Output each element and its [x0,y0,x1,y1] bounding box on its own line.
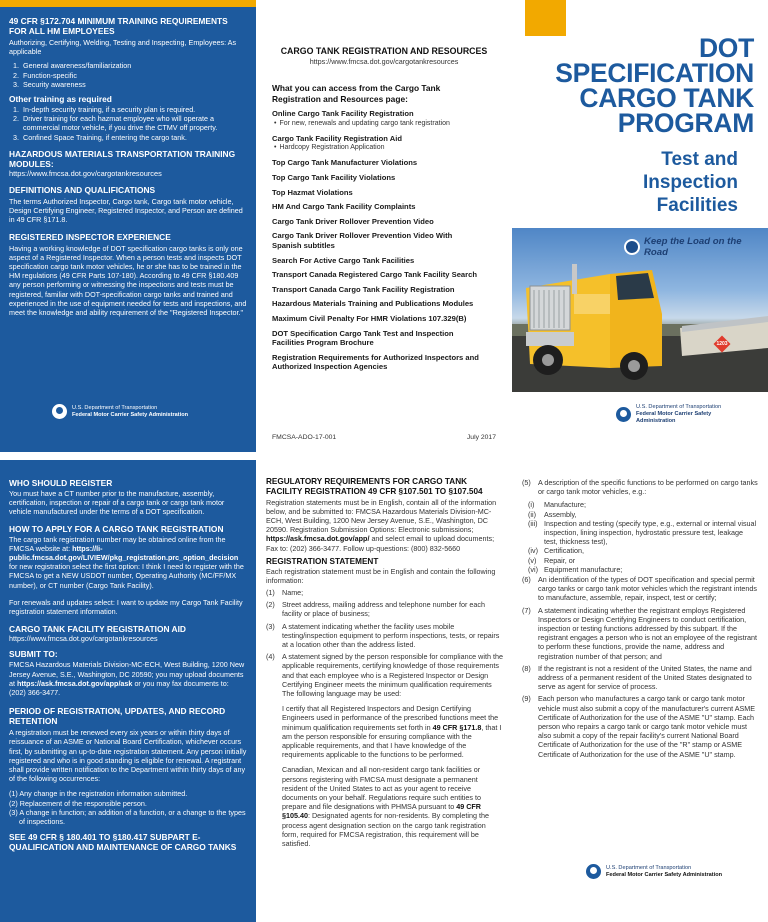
list-item: 3. Security awareness [21,80,247,89]
registered-inspector-heading: REGISTERED INSPECTOR EXPERIENCE [9,231,171,242]
resource-link[interactable]: Registration Requirements for Authorized Inspectors and Authorized Inspection Agencies [272,352,479,372]
regulatory-requirements-text [266,498,504,553]
list-item: (3) A statement indicating whether the facility uses mobile testing/inspection equipment to perform inspections, tests, or repairs at a location other than the address listed. [266,621,500,650]
resource-link[interactable]: Transport Canada Cargo Tank Facility Registration [272,284,455,294]
resource-link[interactable]: Transport Canada Registered Cargo Tank Facility Search [272,270,477,280]
logo-line-2: Federal Motor Carrier Safety Administration [606,871,723,878]
resource-link[interactable]: Hazardous Materials Training and Publications Modules [272,299,474,309]
how-to-apply-heading: HOW TO APPLY FOR A CARGO TANK REGISTRATION [9,523,224,534]
hm-training-modules-link[interactable]: https://www.fmcsa.dot.gov/cargotankresources [9,168,162,178]
period-of-registration-heading: PERIOD OF REGISTRATION, UPDATES, AND RECORD RETENTION [9,706,226,727]
list-item: (2) Street address, mailing address and telephone number for each facility or place of business; [266,600,485,619]
panel-separator [0,452,768,460]
cover-title-line-2: SPECIFICATION [555,58,754,88]
resource-link[interactable]: HM And Cargo Tank Facility Complaints [272,202,416,212]
resource-link[interactable]: Top Cargo Tank Facility Violations [272,172,396,182]
document-number: FMCSA-ADO-17-001 [272,434,337,441]
renewal-instructions-text: For renewals and updates select: I want to update my Cargo Tank Facility registration statement information. [9,597,243,617]
resource-link[interactable]: DOT Specification Cargo Tank Test and Inspection Facilities Program Brochure [272,328,454,348]
resource-link[interactable]: Cargo Tank Driver Rollover Prevention Video With Spanish subtitles [272,231,453,250]
dot-fmcsa-logo [586,864,722,879]
function-types-list [522,500,758,574]
upload-link[interactable]: https://ask.fmcsa.dot.gov/app/ask [17,678,133,688]
other-training-list [9,105,247,142]
dot-emblem-icon [52,404,67,419]
list-item: 2. Function-specific [21,71,247,80]
keep-load-logo-icon [624,239,640,255]
registration-statement-intro: Each registration statement must be in English and contain the following information: [266,566,496,585]
keep-load-banner [624,236,768,258]
logo-line-1: U.S. Department of Transportation [606,864,692,871]
cover-subtitle [643,148,738,217]
hm-training-modules-heading: HAZARDOUS MATERIALS TRANSPORTATION TRAINING MODULES: [9,148,236,169]
list-item: 1. In-depth security training, if a security plan is required. [21,105,247,114]
cover-title-line-3: CARGO TANK [579,83,754,113]
list-item: (iii) Inspection and testing (specify type, e.g., external or internal visual inspection, lining inspection, hydrostatic pressure test, leakage test, thickness test), [528,518,757,547]
definitions-heading: DEFINITIONS AND QUALIFICATIONS [9,185,156,196]
training-list [9,61,247,89]
logo-line-2: Federal Motor Carrier Safety Administration [72,411,189,418]
list-item: (iv) Certification, [528,546,584,556]
submit-fax: or you may fax documents to: (202) 366-3477. [9,678,229,698]
list-item: (ii) Assembly, [528,509,577,519]
top-left-panel [0,0,256,452]
statement-requirements-list-continued [522,575,758,759]
submission-address: Registration statements must be in English, contain all of the information below, and be submitted to: FMCSA Hazardous Materials Division-MC-ECH, West Building, 1200 New Jersey Avenue, S.E., Washington, DC 20590. Registration Submission Options: Electronic submissions; [266,497,497,535]
how-to-apply-intro: The cargo tank registration number may be obtained online from the FMCSA website at: [9,534,226,553]
cover-subtitle-line-3: Facilities [656,195,738,216]
top-middle-panel [256,0,512,452]
resource-link[interactable]: Cargo Tank Facility Registration Aid [272,133,402,143]
list-item: (9) Each person who manufactures a cargo tank or cargo tank motor vehicle must also submit a copy of the manufacturer's current ASME Certificate of Authorization for the use of the ASME "U" stamp. Each person who repairs a cargo tank or cargo tank motor vehicle must also submit a copy of the repair facility's current National Board Certificate of Authorization for the use of the "R" stamp or ASME Certificate of Authorization for the use of the ASME "U" stamp. [522,694,756,759]
resource-link-list [272,109,496,372]
cover-title-line-4: PROGRAM [617,108,754,138]
list-item: 3. Confined Space Training, if entering the cargo tank. [21,133,247,142]
resource-link[interactable]: Top Cargo Tank Manufacturer Violations [272,158,418,168]
publication-date: July 2017 [466,434,496,441]
list-item: 2. Driver training for each hazmat employee who will operate a commercial motor vehicle, if you drive the CTMV off property. [21,114,247,132]
list-item: (i) Manufacture; [528,500,586,510]
bottom-left-panel [0,460,256,922]
who-should-register-text: You must have a CT number prior to the manufacture, assembly, certification, inspection or repair of a cargo tank or cargo tank motor vehicle manufactured under the terms of a DOT specification. [9,489,225,517]
registration-statement-heading: REGISTRATION STATEMENT [266,556,379,566]
cover-subtitle-line-1: Test and [661,149,738,170]
electronic-submission-link[interactable]: https://ask.fmcsa.dot.gov/app/ [266,534,370,544]
logo-line-1: U.S. Department of Transportation [72,404,158,411]
list-item: (8) If the registrant is not a resident of the United States, the name and address of a permanent resident of the United States designated to serve as agent for service of process. [522,663,752,692]
other-training-heading: Other training as required [9,94,112,105]
cover-subtitle-line-2: Inspection [642,172,738,193]
certification-statement: I certify that all Registered Inspectors and Design Certifying Engineers used in performance of the prescribed functions meet the minimum qualification requirements set forth in 49 CFR §171.8, that I am the person responsible for ensuring compliance with the applicable requirements, and that I have knowledge of the requirements applicable to the functions to be performed. [282,704,502,760]
how-to-apply-new-option: for new registration select the first option: I think I need to register with the FMCSA to get a NEW USDOT number, Operating Authority (MC/FF/MX number), or CT number (Cargo Tank Facility). [9,562,244,590]
resources-title: CARGO TANK REGISTRATION AND RESOURCES [280,46,488,56]
list-item: (1) Any change in the registration information submitted. [9,789,188,799]
bottom-middle-panel [256,460,512,922]
resource-link-note: • Hardcopy Registration Application [272,143,496,152]
list-item: 1. General awareness/familiarization [21,61,247,70]
non-resident-agent-text: Canadian, Mexican and all non-resident cargo tank facilities or persons registering with FMCSA must designate a permanent resident of the United States to act as your agent to receive documents on your behalf. Regulations require such entities to prepare and file designations with PHMSA pursuant to 49 CFR §105.40: Designated agents for non-residents. By completing the process agent designation section on the cargo tank registration form, required for FMCSA registration, this requirement will be satisfied. [282,765,489,849]
list-item: (6) An identification of the types of DOT specification and special permit cargo tanks or cargo tank motor vehicles which the registrant intends to manufacture, assemble, repair, inspect, test or certify; [522,575,757,603]
who-should-register-heading: WHO SHOULD REGISTER [9,478,113,488]
resource-link[interactable]: Top Hazmat Violations [272,187,353,197]
resource-link-note: • For new, renewals and updating cargo tank registration [272,119,496,128]
submit-to-heading: SUBMIT TO: [9,649,58,660]
occurrences-list [9,789,247,826]
hazard-placard-number: 1203 [716,341,728,347]
list-item: (5) A description of the specific functions to be performed on cargo tanks or cargo tank motor vehicles, e.g.: [522,478,758,497]
list-item: (vi) Equipment manufacture; [528,564,623,574]
cover-title [555,33,754,138]
top-left-yellow-bar [0,0,256,7]
keep-load-slogan: Keep the Load on the Road [643,236,742,258]
dot-fmcsa-logo [52,404,188,419]
resource-link[interactable]: Cargo Tank Driver Rollover Prevention Video [272,216,434,226]
logo-line-1: U.S. Department of Transportation [636,404,722,410]
list-item: (3) A change in function; an addition of a function, or a change to the types of inspections. [9,807,246,827]
definitions-text: The terms Authorized Inspector, Cargo tank, Cargo tank motor vehicle, Design Certifying Engineer, Registered Inspector, and Person are defined in 49 CFR §171.8. [9,197,243,225]
list-item: (7) A statement indicating whether the registrant employs Registered Inspectors or Design Certifying Engineers to conduct certification, inspection or testing functions addressed by this subpart. If the registrant engages a person who is not an employee of the registrant to perform these functions, provide the name, address and registration number of that person; and [522,605,757,661]
cover-title-line-1: DOT [698,33,754,63]
training-applicability-text: Authorizing, Certifying, Welding, Testing and Inspecting, Employees: As applicable [9,38,237,57]
registered-inspector-text: Having a working knowledge of DOT specification cargo tanks is only one aspect of a Registered Inspector. When a person tests and inspects DOT specification cargo tank motor vehicles, he or she has to be trained in the HM regulations (49 CFR Parts 107-180). According to 49 CFR §180.409 any person performing or witnessing the inspections and tests must be registered, familiar with DOT-specification cargo tanks and trained and experienced in the use of equipment needed for tests and inspections, and meet the knowledge and ability requirement of the "Registered Inspector." [9,243,247,318]
submit-address: FMCSA Hazardous Materials Division-MC-ECH, West Building, 1200 New Jersey Avenue, S.E., Washington, DC 20590; you may upload documents at [9,660,245,688]
list-item: (2) Replacement of the responsible person. [9,798,147,808]
period-of-registration-text: A registration must be renewed every six years or within thirty days of reissuance of an ASME or National Board Certification, whichever occurs first, by submitting an up-to-date registration statement. Any person initially registered and who is in good standing is eligible for renewal. A registrant shall provide written notification to the Department within thirty days of any of the following occurrences: [9,728,247,784]
bottom-right-panel [512,460,768,922]
resource-link[interactable]: Search For Active Cargo Tank Facilities [272,255,415,265]
submit-to-text [9,660,247,697]
resource-link[interactable]: Online Cargo Tank Facility Registration [272,109,414,119]
registration-aid-heading: CARGO TANK FACILITY REGISTRATION AID [9,624,186,635]
list-item: (v) Repair, or [528,555,576,565]
fax-and-phone: and select email to upload documents; Fax to: (202) 366-3477. Follow up-questions: (800) 832-5660 [266,534,495,553]
dot-emblem-icon [616,407,631,422]
resource-link[interactable]: Maximum Civil Penalty For HMR Violations 107.329(B) [272,313,467,323]
minimum-training-heading: 49 CFR §172.704 MINIMUM TRAINING REQUIREMENTS FOR ALL HM EMPLOYEES [9,16,228,36]
list-item: (4) A statement signed by the person responsible for compliance with the applicable requirements, certifying knowledge of those requirements and that each employee who is a Registered Inspector or Design Certifying Engineer meets the minimum qualification requirements The following language may be used: [266,652,503,699]
how-to-apply-text [9,535,247,590]
functions-list [522,478,758,496]
subpart-e-heading: SEE 49 CFR § 180.401 TO §180.417 SUBPART E-QUALIFICATION AND MAINTENANCE OF CARGO TANKS [9,832,237,853]
resources-url[interactable]: https://www.fmcsa.dot.gov/cargotankresources [309,57,459,66]
registration-portal-link[interactable]: https://li-public.fmcsa.dot.gov/LIVIEW/pkg_registration.prc_option_decision [9,543,239,563]
resources-intro: What you can access from the Cargo Tank Registration and Resources page: [272,83,441,104]
list-item: (1) Name; [266,588,304,598]
logo-line-2: Federal Motor Carrier Safety Administration [636,411,712,424]
dot-fmcsa-logo [616,404,724,425]
dot-emblem-icon [586,864,601,879]
regulatory-requirements-heading: REGULATORY REQUIREMENTS FOR CARGO TANK FACILITY REGISTRATION 49 CFR §107.501 TO §107.504 [266,477,483,496]
cover-panel [512,0,768,452]
statement-requirements-list [266,588,504,698]
cover-yellow-block [525,0,566,36]
registration-aid-link[interactable]: https://www.fmcsa.dot.gov/cargotankresources [9,634,158,644]
